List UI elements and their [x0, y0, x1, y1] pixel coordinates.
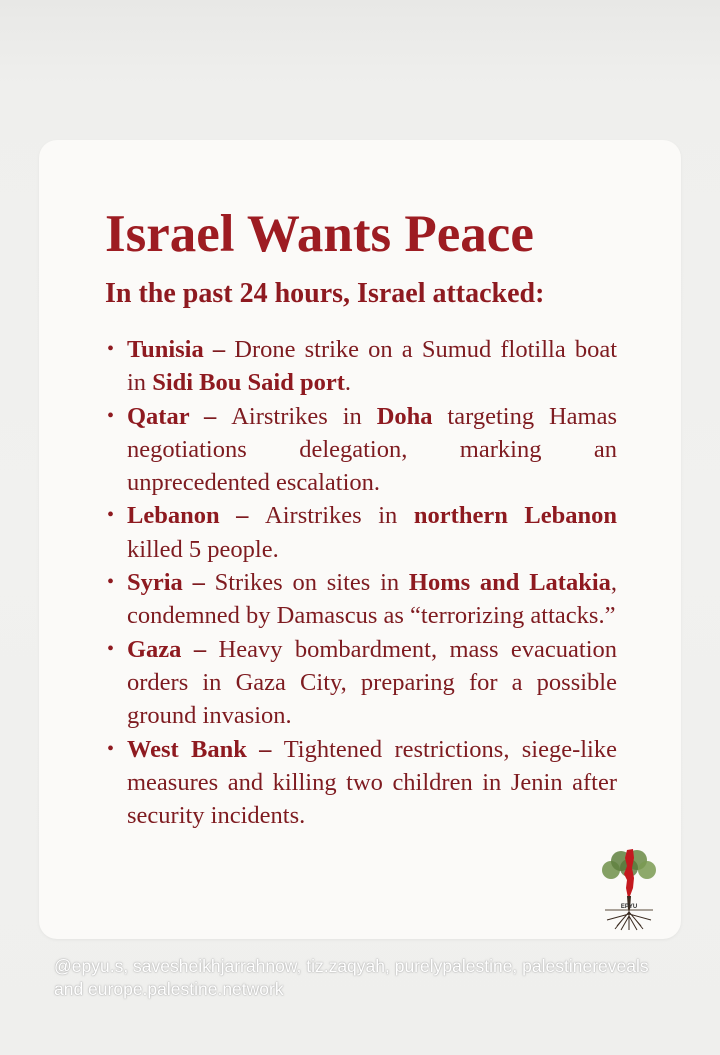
- list-item-qatar: [107, 400, 618, 500]
- bullet-icon: •: [107, 637, 115, 660]
- bullet-icon: •: [107, 737, 115, 760]
- item-text: Strikes on sites in: [214, 569, 409, 597]
- page-title: Israel Wants Peace: [105, 205, 534, 263]
- item-text: Heavy bombardment, mass evacuation orders in Gaza City, preparing for a possible ground invasion.: [127, 635, 617, 730]
- item-text: targeting Hamas negotiations delegation, marking an unprecedented escalation.: [127, 402, 618, 497]
- item-highlight: Sidi Bou Said port: [152, 369, 345, 397]
- bullet-icon: •: [107, 404, 115, 427]
- item-highlight: Homs and Latakia: [408, 569, 611, 597]
- country-name: Qatar: [127, 402, 190, 430]
- item-highlight: northern Lebanon: [413, 502, 617, 530]
- list-item-syria: [107, 566, 618, 633]
- separator: –: [189, 402, 232, 430]
- item-text: Airstrikes in: [265, 502, 414, 530]
- attack-list: [107, 333, 618, 832]
- post-card: [39, 140, 681, 939]
- country-name: Tunisia: [127, 336, 204, 363]
- list-item-west-bank: [107, 733, 617, 833]
- list-item-tunisia: [107, 333, 618, 400]
- item-text: .: [344, 369, 351, 397]
- separator: –: [203, 336, 235, 363]
- credits-text: @epyu.s, savesheikhjarrahnow, tiz.zaqyah, purelypalestine, palestinereveals and europe.palestine.network: [54, 956, 649, 999]
- country-name: West Bank: [127, 735, 247, 763]
- item-highlight: Doha: [376, 402, 433, 430]
- country-name: Syria: [127, 569, 183, 597]
- logo-text: EPYU: [620, 904, 638, 910]
- separator: –: [246, 735, 284, 763]
- list-item-gaza: [107, 633, 617, 733]
- separator: –: [219, 502, 266, 530]
- item-text: Airstrikes in: [231, 402, 377, 430]
- country-name: Gaza: [127, 635, 182, 663]
- item-text: killed 5 people.: [127, 535, 279, 563]
- list-item-lebanon: [107, 499, 617, 566]
- item-text: Drone strike on a Sumud flotilla boat in: [127, 336, 618, 397]
- item-text: Tightened restrictions, siege-like measures and killing two children in Jenin after security incidents.: [127, 735, 617, 830]
- bullet-icon: •: [107, 504, 115, 527]
- palestine-map-tree-logo-icon: [597, 844, 661, 932]
- bullet-icon: •: [107, 338, 115, 360]
- item-text: , condemned by Damascus as “terrorizing attacks.”: [127, 569, 618, 630]
- bullet-icon: •: [107, 571, 115, 594]
- separator: –: [182, 569, 215, 597]
- separator: –: [181, 635, 219, 663]
- subtitle: In the past 24 hours, Israel attacked:: [105, 278, 545, 309]
- country-name: Lebanon: [127, 502, 220, 530]
